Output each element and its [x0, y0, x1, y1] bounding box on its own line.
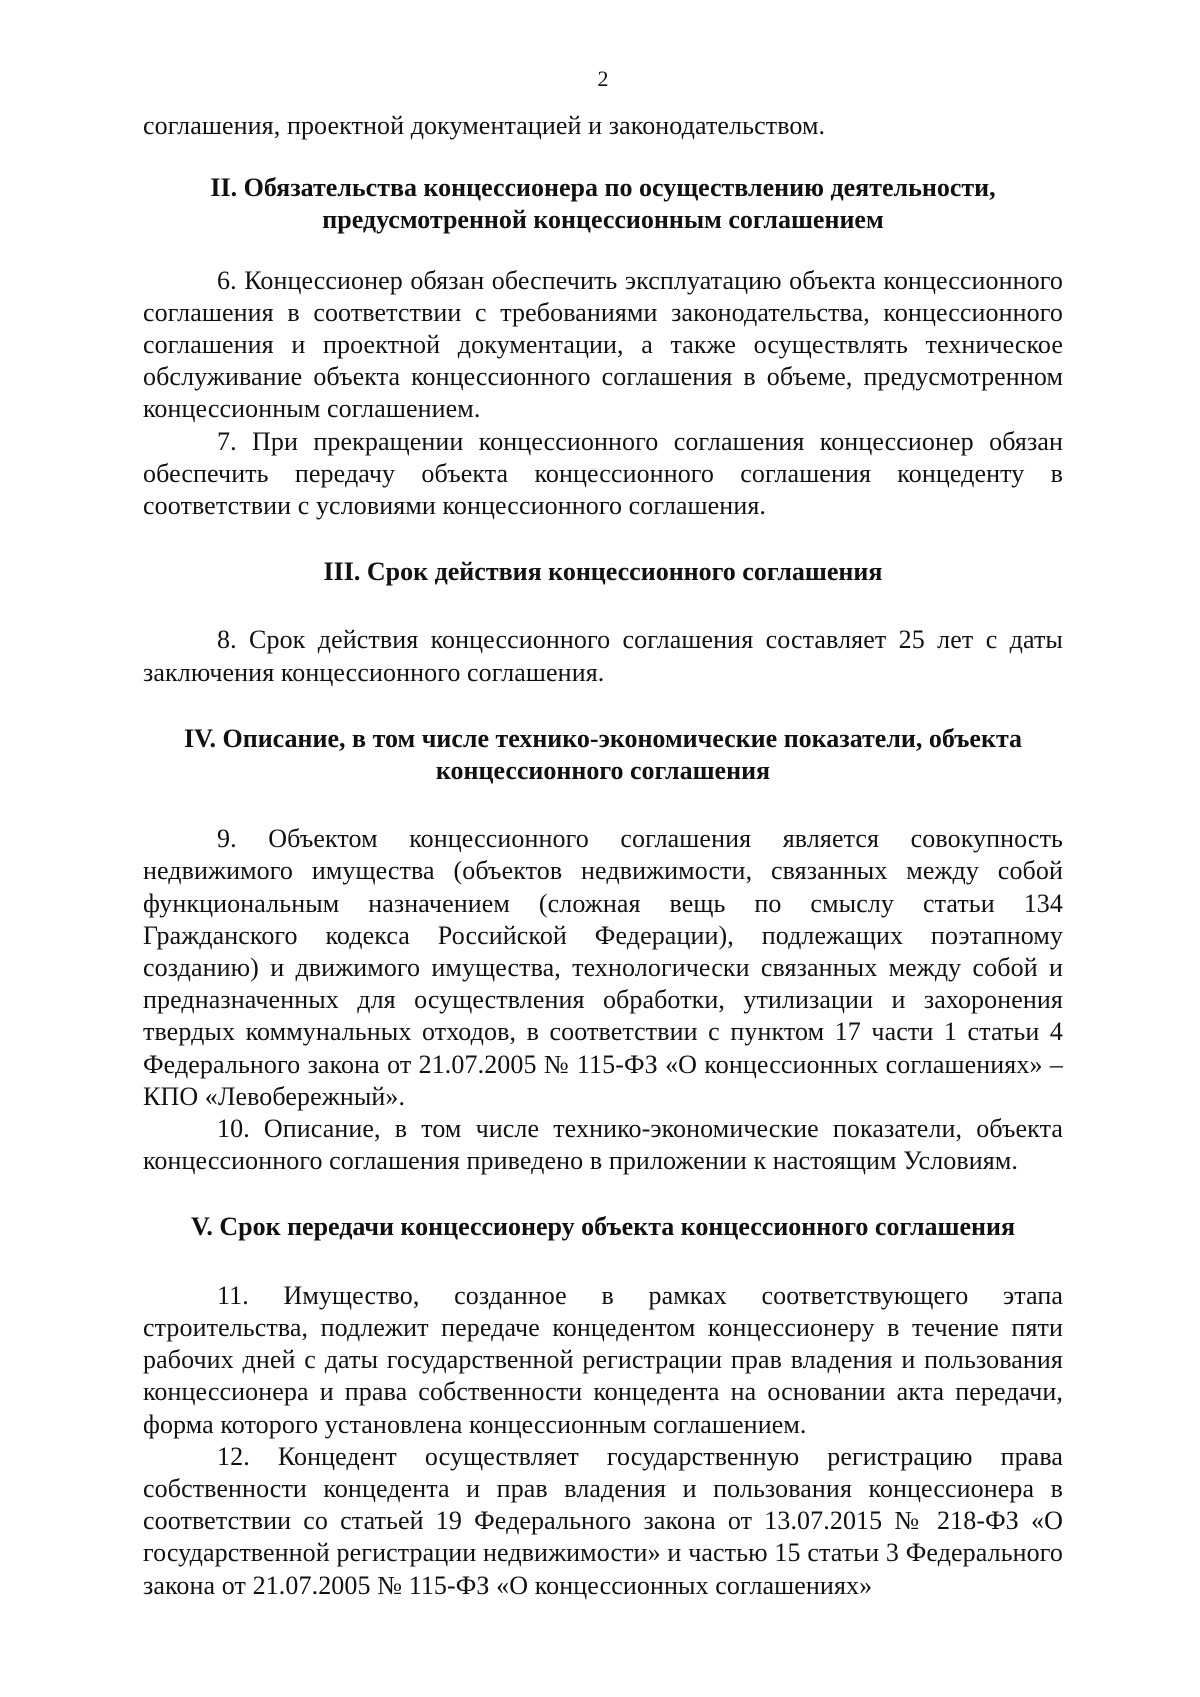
document-page [143, 66, 1063, 1602]
paragraph-9: 9. Объектом концессионного соглашения является совокупность недвижимого имущества (объектов недвижимости, связанных между собой функциональным назначением (сложная вещь по смыслу статьи 134 Гражданского кодекса Российской Федерации), подлежащих поэтапному созданию) и движимого имущества, технологически связанных между собой и предназначенных для осуществления обработки, утилизации и захоронения твердых коммунальных отходов, в соответствии с пунктом 17 части 1 статьи 4 Федерального закона от 21.07.2005 № 115-ФЗ «О концессионных соглашениях» – КПО «Левобережный». [143, 824, 1063, 1111]
page-number: 2 [597, 66, 609, 91]
paragraph-10: 10. Описание, в том числе технико-экономические показатели, объекта концессионного соглашения приведено в приложении к настоящим Условиям. [143, 1114, 1063, 1176]
paragraph-6: 6. Концессионер обязан обеспечить эксплуатацию объекта концессионного соглашения в соответствии с требованиями законодательства, концессионного соглашения и проектной документации, а также осуществлять техническое обслуживание объекта концессионного соглашения в объеме, предусмотренном концессионным соглашением. [143, 265, 1063, 424]
paragraph-11: 11. Имущество, созданное в рамках соответствующего этапа строительства, подлежит передаче концедентом концессионеру в течение пяти рабочих дней с даты государственной регистрации прав владения и пользования концессионера и права собственности концедента на основании акта передачи, форма которого установлена концессионным соглашением. [143, 1280, 1063, 1439]
section-4-heading: IV. Описание, в том числе технико-экономические показатели, объекта концессионного соглашения [183, 723, 1023, 786]
paragraph-7: 7. При прекращении концессионного соглашения концессионер обязан обеспечить передачу объекта концессионного соглашения концеденту в соответствии с условиями концессионного соглашения. [143, 426, 1063, 521]
paragraph-8: 8. Срок действия концессионного соглашения составляет 25 лет с даты заключения концессионного соглашения. [143, 625, 1063, 687]
section-3-heading: III. Срок действия концессионного соглашения [323, 557, 883, 587]
paragraph-12: 12. Концедент осуществляет государственную регистрацию права собственности концедента и прав владения и пользования концессионера в соответствии со статьей 19 Федерального закона от 13.07.2015 № 218-ФЗ «О государственной регистрации недвижимости» и частью 15 статьи 3 Федерального закона от 21.07.2005 № 115-ФЗ «О концессионных соглашениях» [143, 1441, 1063, 1600]
section-5-heading: V. Срок передачи концессионеру объекта концессионного соглашения [190, 1212, 1016, 1242]
intro-continuation: соглашения, проектной документацией и законодательством. [143, 111, 826, 140]
section-2-heading: II. Обязательства концессионера по осуществлению деятельности, предусмотренной концессионным соглашением [210, 173, 996, 235]
